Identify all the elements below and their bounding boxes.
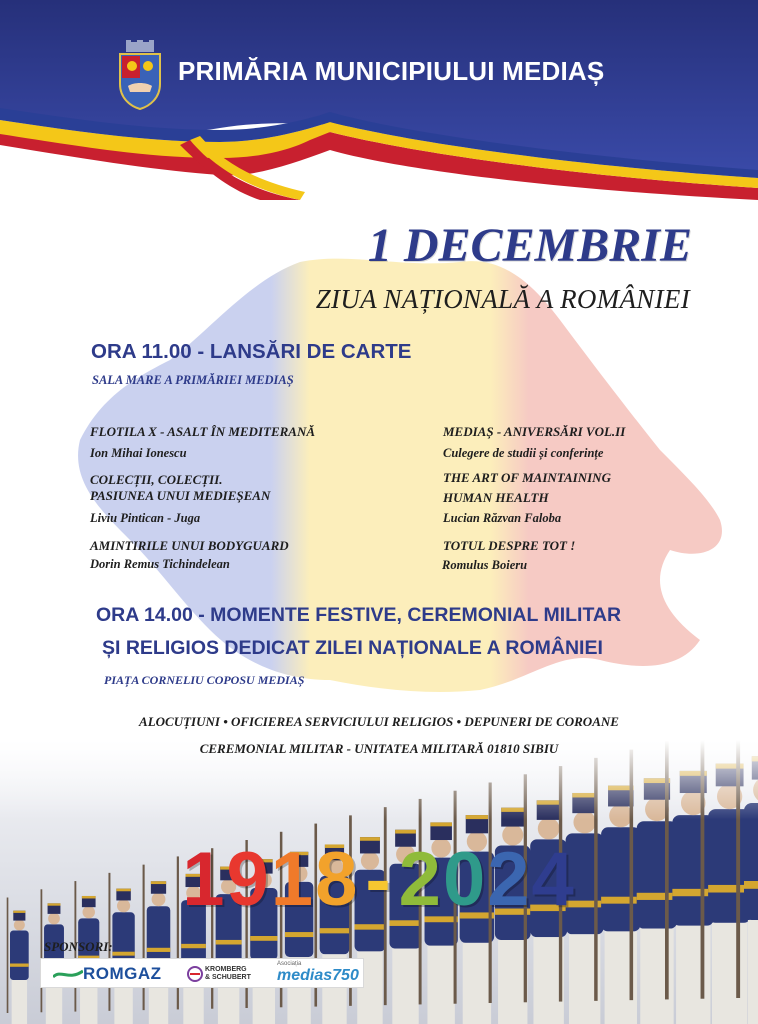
book-title-line2: PASIUNEA UNUI MEDIEȘEAN bbox=[90, 488, 271, 503]
book-author: Liviu Pintican - Juga bbox=[90, 511, 201, 525]
sponsors-label: SPONSORI: bbox=[44, 939, 113, 954]
book-title: FLOTILA X - ASALT ÎN MEDITERANĂ bbox=[90, 424, 316, 439]
program-line: CEREMONIAL MILITAR - UNITATEA MILITARĂ 01810 SIBIU bbox=[199, 741, 559, 756]
year-digit: 2 bbox=[487, 837, 532, 922]
year-digit: 2 bbox=[398, 837, 443, 922]
book-title: COLECȚII, COLECȚII. bbox=[90, 472, 223, 487]
program-line: ALOCUȚIUNI • OFICIEREA SERVICIULUI RELIGIOS • DEPUNERI DE COROANE bbox=[139, 714, 619, 729]
kromberg-circle-icon bbox=[187, 966, 203, 982]
year-digit: 9 bbox=[226, 837, 271, 922]
book-title: THE ART OF MAINTAINING bbox=[443, 470, 611, 485]
year-digit: 8 bbox=[315, 837, 360, 922]
subtitle: ZIUA NAȚIONALĂ A ROMÂNIEI bbox=[315, 284, 690, 314]
year-digit: 1 bbox=[182, 837, 227, 922]
book-title: TOTUL DESPRE TOT ! bbox=[443, 538, 576, 553]
header-band bbox=[0, 0, 758, 200]
book-title: MEDIAȘ - ANIVERSĂRI VOL.II bbox=[443, 424, 626, 439]
year-digit: 1 bbox=[270, 837, 316, 922]
kromberg-name: KROMBERG & SCHUBERT bbox=[205, 966, 251, 981]
sponsor-logos bbox=[40, 958, 364, 988]
romgaz-wave-icon bbox=[53, 967, 83, 981]
book-author: Lucian Răzvan Faloba bbox=[443, 511, 562, 525]
book-title: AMINTIRILE UNUI BODYGUARD bbox=[90, 538, 289, 553]
medias750-caption: Asociația bbox=[277, 961, 302, 967]
section1-venue: SALA MARE A PRIMĂRIEI MEDIAȘ bbox=[92, 373, 294, 387]
medias750-name: medias750 bbox=[277, 967, 359, 984]
main-title: 1 DECEMBRIE bbox=[367, 219, 692, 272]
section1-heading: ORA 11.00 - LANSĂRI DE CARTE bbox=[91, 340, 412, 363]
book-author: Dorin Remus Tichindelean bbox=[90, 557, 230, 571]
year-digit: - bbox=[365, 837, 393, 922]
year-digit: 4 bbox=[531, 837, 576, 922]
years-banner bbox=[0, 836, 758, 923]
section2-heading-line2: ȘI RELIGIOS DEDICAT ZILEI NAȚIONALE A ROMÂNIEI bbox=[102, 637, 603, 659]
section2-heading: ORA 14.00 - MOMENTE FESTIVE, CEREMONIAL MILITAR bbox=[96, 604, 622, 626]
romgaz-name: ROMGAZ bbox=[83, 964, 162, 983]
book-author: Romulus Boieru bbox=[442, 558, 528, 572]
year-digit: 0 bbox=[442, 837, 488, 922]
romgaz-logo bbox=[49, 959, 185, 989]
book-title-line2: HUMAN HEALTH bbox=[443, 490, 549, 505]
medias750-logo bbox=[273, 959, 363, 989]
kromberg-logo bbox=[185, 959, 269, 989]
section2-venue: PIAȚA CORNELIU COPOSU MEDIAȘ bbox=[104, 673, 305, 687]
book-author: Ion Mihai Ionescu bbox=[90, 446, 187, 460]
book-author: Culegere de studii și conferințe bbox=[443, 446, 604, 460]
org-name: PRIMĂRIA MUNICIPIULUI MEDIAȘ bbox=[178, 56, 605, 86]
city-crest-icon bbox=[116, 40, 164, 110]
